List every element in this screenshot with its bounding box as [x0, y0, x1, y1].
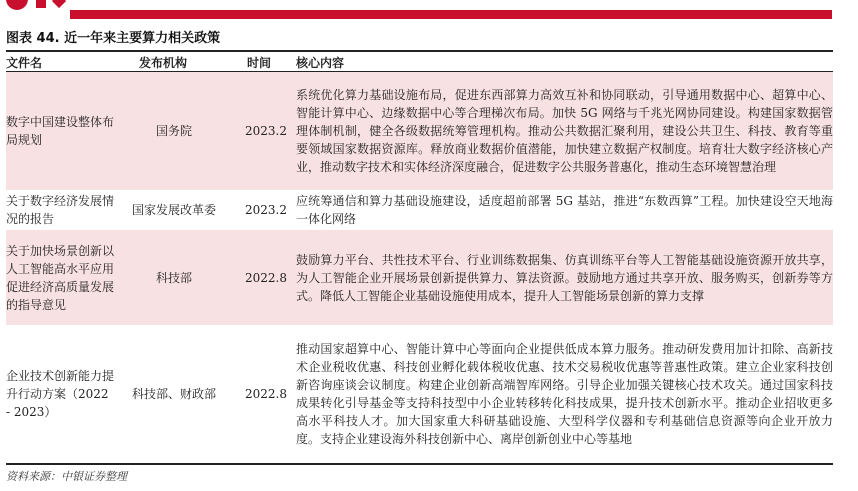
header-time: 时间 — [247, 56, 272, 70]
cell-publisher: 科技部 — [155, 270, 192, 285]
cell-core-content: 系统优化算力基础设施布局，促进东西部算力高效互补和协同联动，引导通用数据中心、超算中心、智能计算中心、边缘数据中心等合理梯次布局。加快 5G 网络与千兆光网协同建设。构建国家数据管理体制机制，健全各级数据统筹管理机构。推动公共数据汇聚利用，建设公共卫生、科技、教育等重要领域国家数据资源库。释放商业数据价值潜能，加快建立数据产权制度。培育壮大数字经济核心产业，推动数字技术和实体经济深度融合，促进数字公共服务普惠化，推动生态环境智慧治理 — [296, 88, 833, 174]
cell-time: 2023.2 — [245, 203, 287, 217]
table-row — [6, 230, 833, 325]
cell-time: 2022.8 — [245, 387, 287, 401]
header-publisher: 发布机构 — [139, 56, 188, 70]
cell-publisher: 国务院 — [155, 124, 192, 138]
cell-file-name: 数字中国建设整体布局规划 — [6, 115, 115, 147]
cell-file-name: 关于数字经济发展情况的报告 — [6, 194, 115, 226]
cell-file-name: 关于加快场景创新以人工智能高水平应用促进经济高质量发展的指导意见 — [6, 243, 115, 312]
cell-core-content: 鼓励算力平台、共性技术平台、行业训练数据集、仿真训练平台等人工智能基础设施资源开放共享，为人工智能企业开展场景创新提供算力、算法资源。鼓励地方通过共享开放、服务购买，创新券等方式。降低人工智能企业基础设施使用成本，提升人工智能场景创新的算力支撑 — [296, 252, 833, 303]
header-core-content: 核心内容 — [296, 56, 345, 70]
cell-core-content: 推动国家超算中心、智能计算中心等面向企业提供低成本算力服务。推动研发费用加计扣除、高新技术企业税收优惠、科技创业孵化载体税收优惠、技术交易税收优惠等普惠性政策。建立企业家科技创新咨询座谈会议制度。构建企业创新高端智库网络。引导企业加强关键核心技术攻关。通过国家科技成果转化引导基金等支持科技型中小企业转移转化科技成果，提升技术创新水平。推动企业招收更多高水平科技人才。加大国家重大科研基础设施、大型科学仪器和专利基础信息资源等向企业开放力度。支持企业建设海外科技创新中心、离岸创新创业中心等基地 — [296, 342, 833, 446]
table-bottom-rule — [6, 463, 833, 465]
cell-core-content: 应统筹通信和算力基础设施建设，适度超前部署 5G 基站，推进“东数西算”工程。加快建设空天地海一体化网络 — [296, 194, 833, 226]
table-row — [6, 72, 833, 190]
table-row — [6, 190, 833, 230]
cell-publisher: 国家发展改革委 — [131, 203, 216, 217]
cell-file-name: 企业技术创新能力提升行动方案（2022 - 2023） — [6, 369, 115, 419]
cell-time: 2023.2 — [245, 124, 287, 138]
header-file-name: 文件名 — [6, 56, 43, 70]
cell-publisher: 科技部、财政部 — [131, 387, 216, 401]
report-header-bar — [0, 0, 858, 26]
brand-logo — [6, 0, 66, 14]
header-red-band — [70, 10, 832, 19]
table-row — [6, 325, 833, 463]
table-header — [6, 51, 833, 71]
cell-time: 2022.8 — [245, 270, 287, 285]
source-note: 资料来源：中银证券整理 — [6, 470, 127, 483]
figure-title: 图表 44. 近一年来主要算力相关政策 — [6, 31, 221, 46]
